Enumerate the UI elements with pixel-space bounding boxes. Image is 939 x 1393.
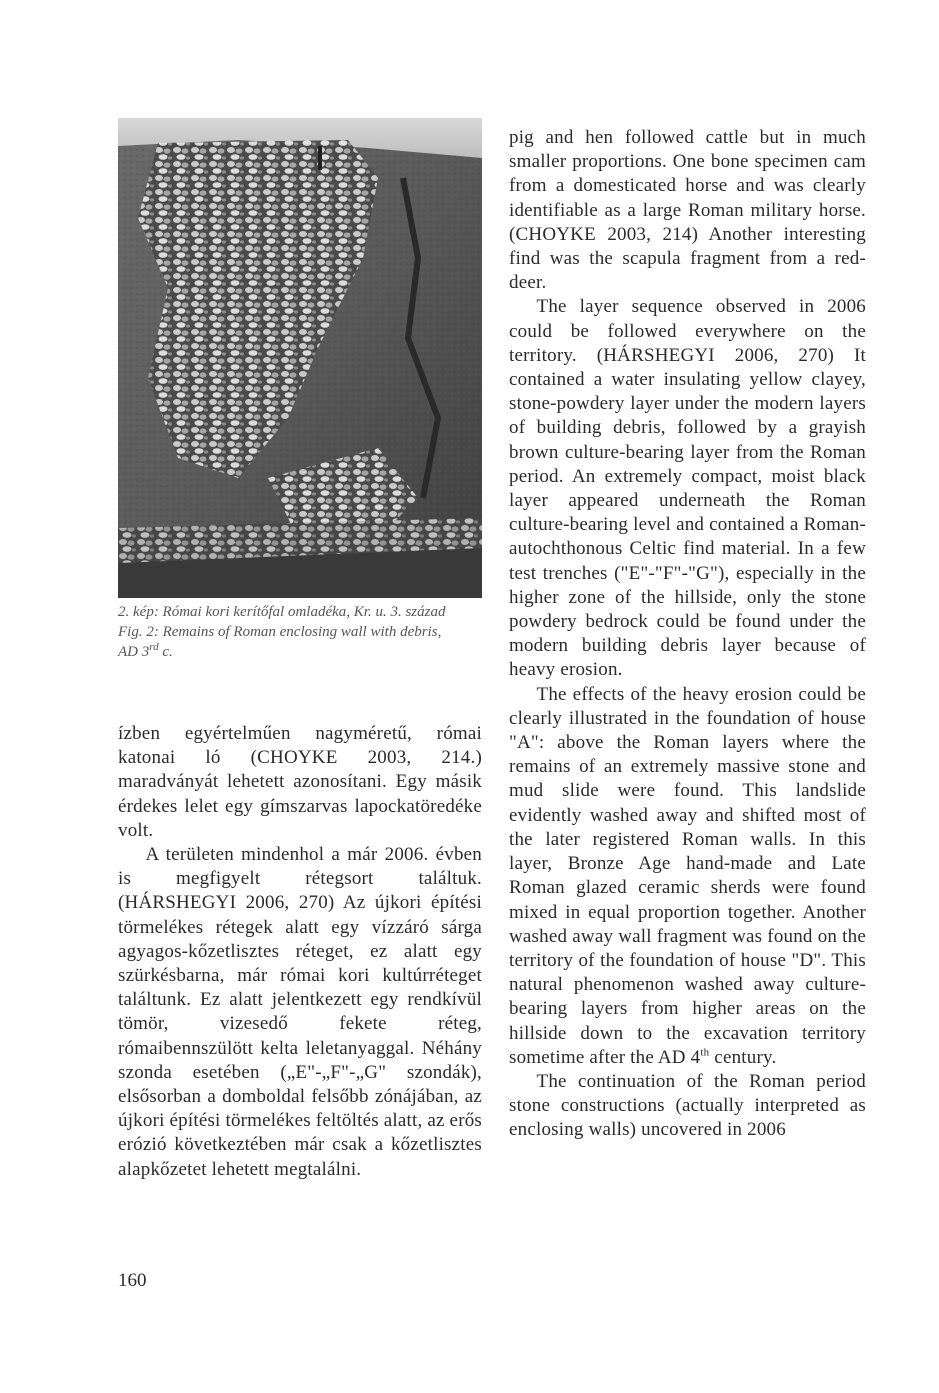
left-paragraph-2: A területen mindenhol a már 2006. évben is megfigyelt rétegsort találtuk. (HÁRSHEGYI 2006, 270) Az újkori építési törmelékes rétegek alatt egy vízzáró sárga agyagos-kőzetlisztes réteget, ez alatt egy szürkésbarna, már római kori kultúrréteget találtunk. Ez alatt jelentkezett egy rendkívül tömör, vizesedő fekete réteg, rómaibennszülött kelta leletanyaggal. Néhány szonda esetében („E"-„F"-„G" szondák), elsősorban a domboldal felsőbb zónájában, az újkori építési törmelékes feltöltés alatt, az erős erózió következtében már csak a kőzetlisztes alapkőzetet lehetett megtalálni.: [118, 844, 483, 1180]
left-column-hungarian: [118, 722, 482, 1182]
caption-hungarian: 2. kép: Római kori kerítőfal omladéka, Kr. u. 3. század: [118, 604, 446, 620]
right-paragraph-3-text: The effects of the heavy erosion could be clearly illustrated in the foundation of house "A": above the Roman layers where the remains of an extremely massive stone and mud slide were found. This landslide evidently washed away and shifted most of the later registered Roman walls. In this layer, Bronze Age hand-made and Late Roman glazed ceramic sherds were found mixed in equal proportion together. Another washed away wall fragment was found on the territory of the foundation of house "D". This natural phenomenon washed away culture-bearing layers from higher areas on the hillside down to the excavation territory sometime after the AD 4: [509, 683, 866, 1068]
excavation-photo: [118, 118, 482, 598]
right-paragraph-2: The layer sequence observed in 2006 could be followed everywhere on the territory. (HÁRSHEGYI 2006, 270) It contained a water insulating yellow clayey, stone-powdery layer under the modern layers of building debris, followed by a grayish brown culture-bearing layer from the Roman period. An extremely compact, moist black layer appeared underneath the Roman culture-bearing level and contained a Roman-autochthonous Celtic find material. In a few test trenches ("E"-"F"-"G"), especially in the higher zone of the hillside, only the stone powdery bedrock could be found under the modern building debris layer because of heavy erosion.: [509, 296, 866, 681]
caption-english: Fig. 2: Remains of Roman enclosing wall with debris,: [118, 624, 442, 640]
caption-date-text: AD 3: [118, 644, 150, 660]
right-paragraph-3-sup: th: [700, 1046, 710, 1059]
caption-date-suffix: c.: [158, 644, 173, 660]
right-paragraph-4: The continuation of the Roman period stone constructions (actually interpreted as enclosing walls) uncovered in 2006: [509, 1070, 866, 1141]
caption-date-sup: rd: [149, 641, 159, 653]
right-paragraph-1: pig and hen followed cattle but in much smaller proportions. One bone specimen cam from a domesticated horse and was clearly identifiable as a large Roman military horse. (CHOYKE 2003, 214) Another interesting find was the scapula fragment from a red-deer.: [509, 127, 866, 294]
right-column-english: [509, 126, 866, 1143]
page-number: 160: [118, 1270, 147, 1291]
figure-caption: [118, 602, 488, 662]
left-paragraph-1: ízben egyértelműen nagyméretű, római katonai ló (CHOYKE 2003, 214.) maradványát lehetett azonosítani. Egy másik érdekes lelet egy gímszarvas lapockatöredéke volt.: [118, 723, 482, 841]
caption-english-date: [118, 642, 488, 662]
right-paragraph-3-end: century.: [709, 1046, 777, 1068]
right-paragraph-3: [509, 683, 866, 1070]
